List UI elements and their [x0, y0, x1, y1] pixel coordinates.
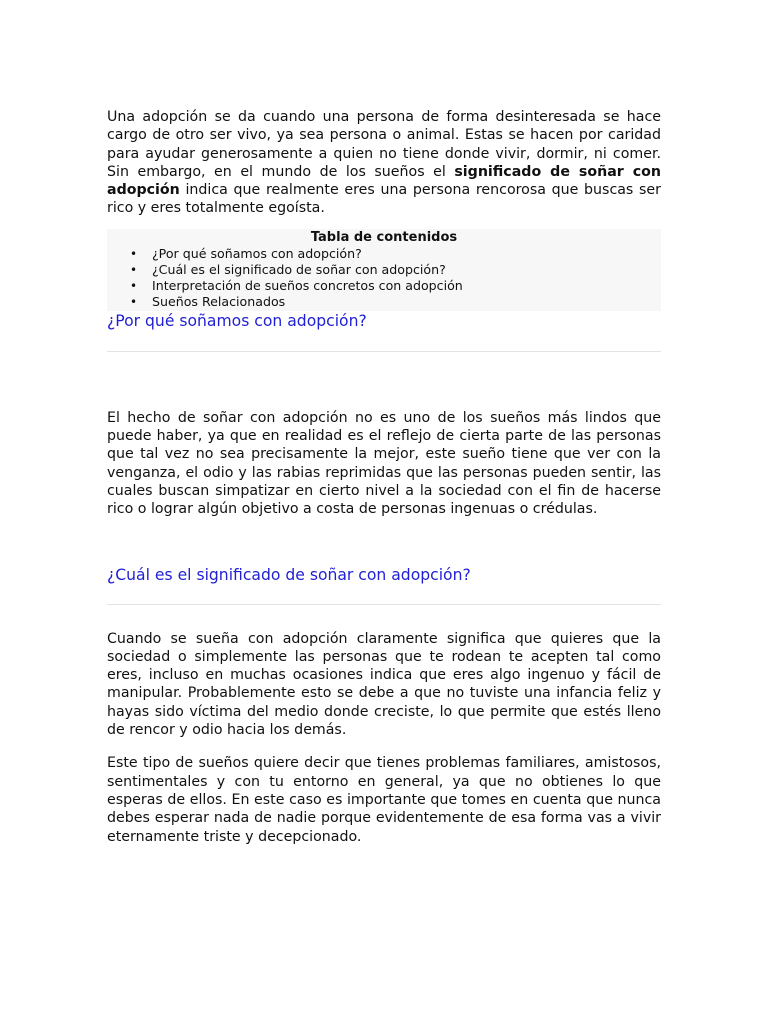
toc-item-significado[interactable]: • ¿Cuál es el significado de soñar con adopción? — [152, 262, 661, 278]
toc-item-interpretacion[interactable]: • Interpretación de sueños concretos con adopción — [152, 278, 661, 294]
section2-divider — [107, 604, 661, 605]
intro-text-end: indica que realmente eres una persona rencorosa que buscas ser rico y eres totalmente egoísta. — [107, 182, 661, 217]
table-of-contents — [107, 229, 661, 311]
section2-paragraph-2: Este tipo de sueños quiere decir que tienes problemas familiares, amistosos, sentimentales y con tu entorno en general, ya que no obtienes lo que esperas de ellos. En este caso es importante que tomes en cuenta que nunca debes esperar nada de nadie porque evidentemente de esa forma vas a vivir eternamente triste y decepcionado. — [107, 755, 661, 845]
section2-heading: ¿Cuál es el significado de soñar con adopción? — [107, 565, 471, 584]
section1-heading: ¿Por qué soñamos con adopción? — [107, 311, 367, 330]
intro-paragraph — [107, 108, 661, 218]
toc-item-por-que[interactable]: • ¿Por qué soñamos con adopción? — [152, 246, 661, 262]
toc-title: Tabla de contenidos — [310, 229, 458, 245]
toc-item-relacionados[interactable]: • Sueños Relacionados — [152, 294, 661, 310]
section2-paragraph-1: Cuando se sueña con adopción claramente significa que quieres que la sociedad o simplemente las personas que te rodean te acepten tal como eres, incluso en muchas ocasiones indica que eres algo ingenuo y fácil de manipular. Probablemente esto se debe a que no tuviste una infancia feliz y hayas sido víctima del medio donde creciste, lo que permite que estés lleno de rencor y odio hacia los demás. — [107, 630, 661, 739]
intro-text: Una adopción se da cuando una persona de forma desinteresada se hace cargo de otro ser vivo, ya sea persona o animal. Estas se hacen por caridad para ayudar generosamente a quien no tiene donde vivir, dormir, ni comer. Sin embargo, en el mundo de los sueños el — [107, 109, 661, 180]
intro-bold-text: significado de soñar con adopción — [107, 163, 662, 199]
toc-list — [107, 246, 661, 310]
document-page — [107, 108, 661, 846]
section1-paragraph: El hecho de soñar con adopción no es uno de los sueños más lindos que puede haber, ya que en realidad es el reflejo de cierta parte de las personas que tal vez no sea precisamente la mejor, este sueño tiene que ver con la venganza, el odio y las rabias reprimidas que las personas pueden sentir, las cuales buscan simpatizar en cierto nivel a la sociedad con el fin de hacerse rico o lograr algún objetivo a costa de personas ingenuas o crédulas. — [107, 409, 661, 518]
section1-divider — [107, 351, 661, 352]
